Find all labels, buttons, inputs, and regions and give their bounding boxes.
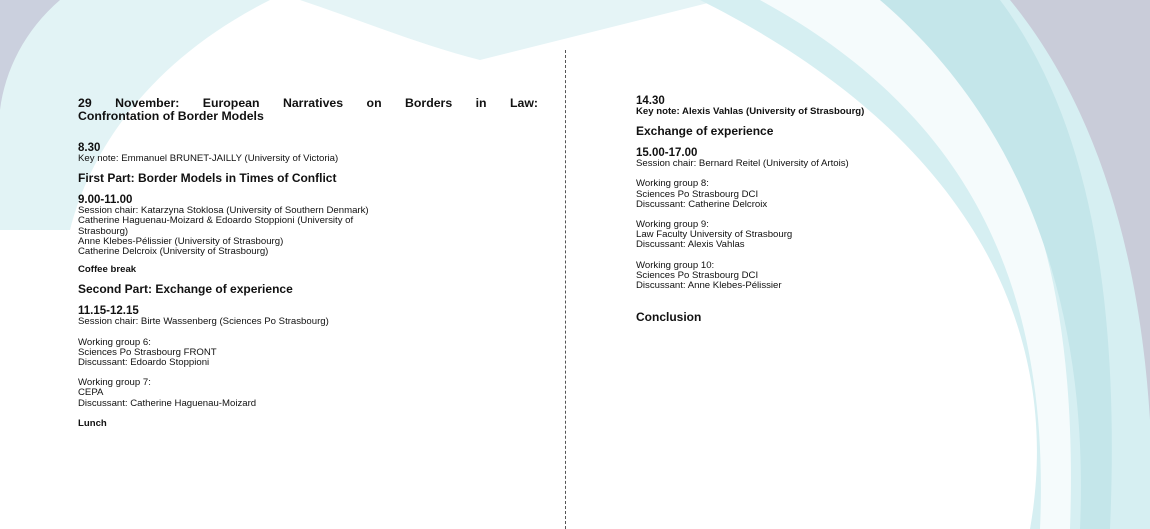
working-group-6-discussant: Discussant: Edoardo Stoppioni	[78, 357, 210, 369]
session-chair-2: Session chair: Birte Wassenberg (Sciences Po Strasbourg)	[78, 316, 329, 328]
speaker-haguenau-stoppioni-cont: Strasbourg)	[78, 225, 129, 237]
working-group-7-title: Working group 7:	[78, 377, 151, 389]
working-group-7-org: CEPA	[78, 387, 104, 399]
working-group-8-title: Working group 8:	[636, 178, 709, 190]
speaker-klebes: Anne Klebes-Pélissier (University of Strasbourg)	[78, 235, 284, 247]
keynote-vahlas: Key note: Alexis Vahlas (University of Strasbourg)	[636, 106, 865, 117]
time-8-30: 8.30	[78, 142, 101, 154]
time-11-15: 11.15-12.15	[78, 305, 139, 318]
working-group-7-discussant: Discussant: Catherine Haguenau-Moizard	[78, 397, 257, 409]
working-group-9-org: Law Faculty University of Strasbourg	[636, 229, 793, 241]
working-group-8-org: Sciences Po Strasbourg DCI	[636, 188, 759, 200]
working-group-6-org: Sciences Po Strasbourg FRONT	[78, 346, 217, 358]
first-part-heading: First Part: Border Models in Times of Conflict	[78, 171, 337, 186]
exchange-heading: Exchange of experience	[636, 124, 774, 139]
conclusion-heading: Conclusion	[636, 310, 702, 325]
working-group-8-discussant: Discussant: Catherine Delcroix	[636, 198, 768, 210]
lunch: Lunch	[78, 417, 107, 429]
working-group-10-discussant: Discussant: Anne Klebes-Pélissier	[636, 280, 782, 292]
session-chair-1: Session chair: Katarzyna Stoklosa (University of Southern Denmark)	[78, 205, 369, 217]
working-group-10-title: Working group 10:	[636, 259, 715, 271]
working-group-6-title: Working group 6:	[78, 336, 151, 348]
column-divider	[565, 50, 566, 529]
day-title-line-2: Confrontation of Border Models	[78, 109, 264, 123]
speaker-delcroix: Catherine Delcroix (University of Strasbourg)	[78, 246, 269, 258]
session-chair-3: Session chair: Bernard Reitel (University of Artois)	[636, 158, 849, 170]
swoosh-top-center	[300, 0, 720, 60]
right-column	[636, 96, 1106, 324]
coffee-break: Coffee break	[78, 264, 137, 276]
working-group-9-discussant: Discussant: Alexis Vahlas	[636, 239, 745, 251]
keynote-brunet-jailly: Key note: Emmanuel BRUNET-JAILLY (University of Victoria)	[78, 153, 339, 164]
day-title	[78, 97, 538, 123]
speaker-haguenau-stoppioni: Catherine Haguenau-Moizard & Edoardo Stoppioni (University of	[78, 215, 354, 227]
working-group-9-title: Working group 9:	[636, 219, 709, 231]
second-part-heading: Second Part: Exchange of experience	[78, 282, 293, 297]
time-9-00: 9.00-11.00	[78, 194, 133, 207]
working-group-10-org: Sciences Po Strasbourg DCI	[636, 269, 759, 281]
time-15-00: 15.00-17.00	[636, 147, 698, 160]
time-14-30: 14.30	[636, 95, 665, 107]
day-title-line-1: 29 November: European Narratives on Borders in Law:	[78, 96, 538, 110]
left-column	[78, 97, 538, 429]
